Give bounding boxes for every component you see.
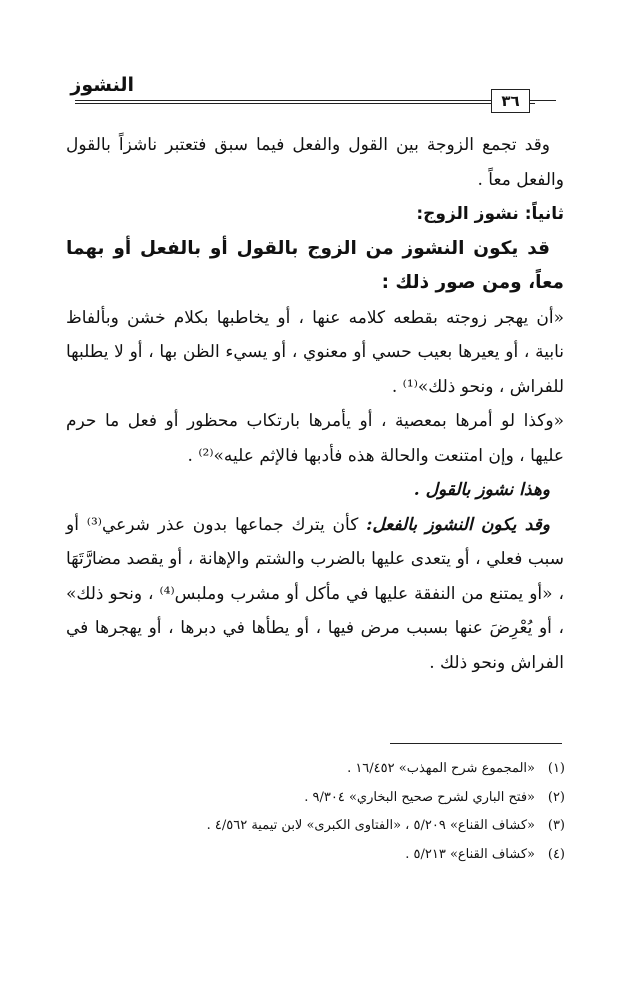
footnote-2: [120, 784, 565, 813]
main-text: [66, 128, 564, 680]
footnote-number: (١): [547, 761, 565, 776]
footnote-3: [120, 812, 565, 841]
footnote-number: (٣): [547, 818, 565, 833]
footnote-text: «كشاف القناع» ٥/٢١٣ .: [405, 846, 535, 862]
footnotes: [120, 755, 565, 869]
paragraph-4: «وكذا لو أمرها بمعصية ، أو يأمرها بارتكاب محظور أو فعل ما حرم عليها ، وإن امتنعت والحالة هذه فأدبها فالإثم عليه»⁽²⁾ .: [66, 411, 564, 466]
footnote-separator: [390, 743, 562, 744]
section-heading: ثانياً: نشوز الزوج:: [416, 204, 564, 224]
paragraph-6-rest: كأن يترك جماعها بدون عذر شرعي⁽³⁾ أو سبب فعلي ، أو يتعدى عليها بالضرب والشتم والإهانة ، أو يقصد مضارَّتَهَا ، «أو يمتنع من النفقة عليها في مأكل أو مشرب وملبس⁽⁴⁾ ، ونحو ذلك» ، أو يُعْرِضَ عنها بسبب مرض فيها ، أو يطأها في دبرها ، أو يهجرها في الفراش ونحو ذلك .: [66, 514, 565, 673]
footnote-text: «المجموع شرح المهذب» ١٦/٤٥٢ .: [347, 761, 535, 776]
paragraph-6: [66, 508, 564, 681]
header-rule: [75, 100, 535, 104]
footnote-number: (٢): [547, 789, 565, 805]
footnote-number: (٤): [547, 846, 565, 862]
paragraph-6-lead: وقد يكون النشوز بالفعل:: [366, 514, 550, 535]
page-number: ٣٦: [491, 89, 530, 113]
footnote-4: [120, 841, 565, 870]
paragraph-3: «أن يهجر زوجته بقطعه كلامه عنها ، أو يخاطبها بكلام خشن وبألفاظ نابية ، أو يعيرها بعيب حسي أو معنوي ، أو يسيء الظن بها ، أو لا يطلبها للفراش ، ونحو ذلك»⁽¹⁾ .: [66, 307, 564, 397]
header-rule-tail: [531, 100, 556, 101]
paragraph-1: وقد تجمع الزوجة بين القول والفعل فيما سبق فتعتبر ناشزاً بالقول والفعل معاً .: [66, 135, 564, 190]
paragraph-5: وهذا نشوز بالقول .: [413, 480, 550, 500]
footnote-1: [120, 755, 565, 784]
running-header-title: النشوز: [70, 74, 134, 96]
paragraph-2: قد يكون النشوز من الزوج بالقول أو بالفعل أو بهما معاً، ومن صور ذلك :: [66, 237, 564, 293]
footnote-text: «كشاف القناع» ٥/٢٠٩ ، «الفتاوى الكبرى» لابن تيمية ٤/٥٦٢ .: [206, 818, 535, 833]
footnote-text: «فتح الباري لشرح صحيح البخاري» ٩/٣٠٤ .: [304, 789, 535, 805]
